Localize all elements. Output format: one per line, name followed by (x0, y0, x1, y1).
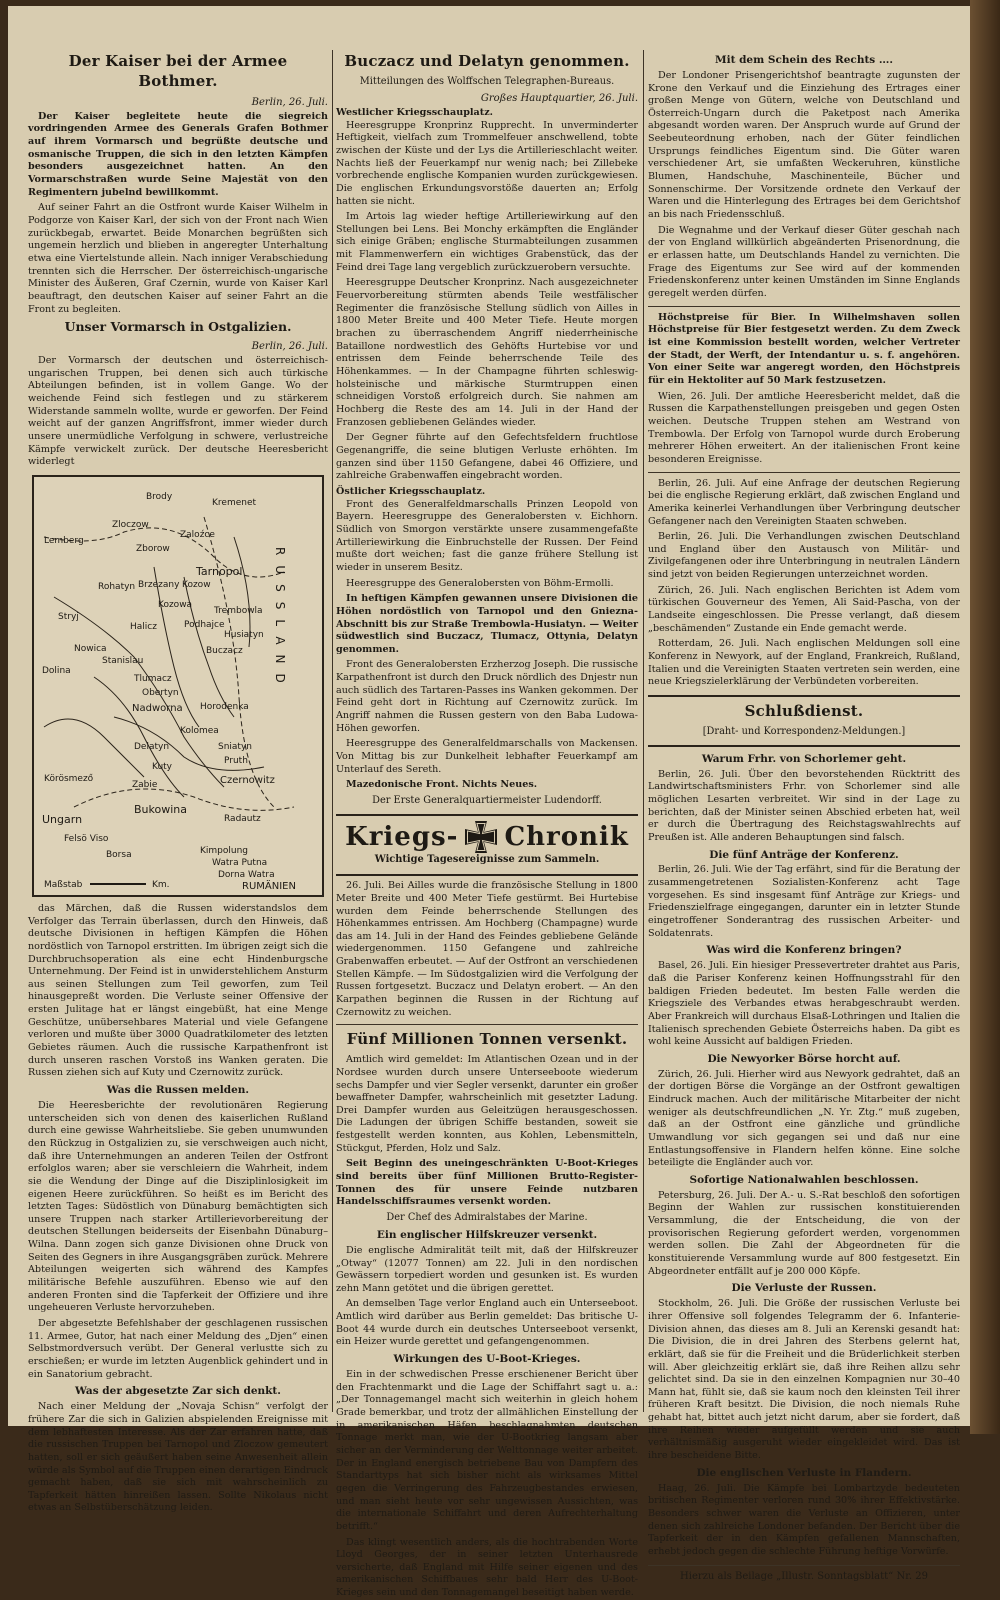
article-title: Buczacz und Delatyn genommen. (344, 52, 630, 70)
dateline: Berlin, 26. Juli. (251, 340, 328, 352)
map-label: Lemberg (44, 535, 84, 546)
article-paragraph: Berlin, 26. Juli. Auf eine Anfrage der deutschen Regierung bei die englische Regierung erklärt, daß zwischen England und Amerika keinerlei Verhandlungen über Verbringung deutscher Gefangener nach den Vereinigten Staaten schweben. (648, 477, 960, 527)
map-label: Brzezany (138, 579, 180, 590)
map-label: Felsö Viso (64, 833, 109, 844)
article-paragraph: Berlin, 26. Juli. Über den bevorstehenden Rücktritt des Landwirtschaftsministers Frhr. von Schorlemer sind alle möglichen Lesarten verbreitet. Wir sind in der Lage zu berichten, daß der Minister seinen Abschied erbeten hat, weil er durch die Übertragung des Reichstagswahlrechts auf Preußen ist. Alle anderen Behauptungen sind falsch. (648, 768, 960, 843)
article-paragraph: das Märchen, daß die Russen widerstandslos dem Verfolger das Terrain überlassen, durch den Hinweis, daß deutsche Divisionen in heftigen Kämpfen die Höhen nordöstlich von Tarnopol erstritten. Im übrigen zeigt sich die Durchbruchsoperation als eine echt Hindenburgsche Unternehmung. Der Feind ist in unwiderstehlichem Ansturm aus seinen Stellungen zum Teil geworfen, zum Teil hinausgepreßt worden. Die Verluste seiner Offensive der ersten Julitage hat er längst eingebüßt, hat eine Menge Geschütze, unübersehbares Material und viele Gefangene verloren und mußte über 3000 Quadratkilometer des letzten Gebietes räumen. Auch die russische Karpathenfront ist durch unseren raschen Vorstoß ins Wanken geraten. Die Russen ziehen sich auf Kuty und Czernowitz zurück. (28, 902, 328, 1079)
article-paragraph: Front des Generalfeldmarschalls Prinzen Leopold von Bayern. Heeresgruppe des Generalobersten v. Eichhorn. Südlich von Smorgon verstärkte unsere zusammengefaßte Artilleriewirkung die Einbruchstelle der Russen. Der Feind mußte dort weichen; fast die ganze frühere Stellung ist wieder in unserem Besitz. (336, 498, 638, 573)
column-1 (28, 50, 328, 1514)
article-paragraph: Front des Generalobersten Erzherzog Joseph. Die russische Karpathenfront ist durch den Druck nördlich des Dnjestr nun auch südlich des Tartaren-Passes ins Wanken gekommen. Der Feind geht dort in Richtung auf Czernowitz zurück. Im Angriff nahmen die Russen gestern von den Baba Ludowa-Höhen geworfen. (336, 659, 638, 734)
map-label: Trembowla (214, 605, 263, 616)
map-label: Borsa (106, 849, 132, 860)
map-label: Kimpolung (200, 845, 249, 856)
map-label: Watra Putna (212, 857, 268, 868)
article-paragraph: Der Londoner Prisengerichtshof beantragte zugunsten der Krone den Verkauf und die Einziehung des Ertrages einer großen Menge von Gütern, welche von Deutschland und Österreich-Ungarn durch die Paketpost nach Amerika abgesandt worden waren. Der Anspruch wurde auf Grund der Seebeuteordnung erhoben, nach der Güter feindlichen Ursprungs feindliches Eigentum sind. Die Güter waren verschiedener Art, sie umfaßten Weckeruhren, künstliche Blumen, Handschuhe, Maschinenteile, Bücher und Sonnenschirme. Der Vorsitzende ordnete den Verkauf der Waren und die Hinterlegung des Ertrages bei dem Gerichtshof an bis nach Friedensschluß. (648, 69, 960, 221)
article-paragraph: Höchstpreise für Bier. In Wilhelmshaven sollen Höchstpreise für Bier festgesetzt werden. Zu dem Zweck ist eine Kommission bestellt worden, welcher Vertreter der Stadt, der Werft, der Intendantur u. s. f. angehören. Von einer Seite war angeregt worden, den Höchstpreis für ein Hektoliter auf 50 Mark festzusetzen. (648, 311, 960, 386)
article-paragraph: Der Gegner führte auf den Gefechtsfeldern fruchtlose Gegenangriffe, die seine blutigen Verluste erhöhten. Im ganzen sind über 1150 Gefangene, dabei 46 Offiziere, und zahlreiche Grabenwaffen eingebracht worden. (336, 432, 638, 482)
article-paragraph: Heeresgruppe Kronprinz Rupprecht. In unverminderter Heftigkeit, vielfach zum Trommelfeuer anschwellend, tobte zwischen der Küste und der Lys die Artillerieschlacht weiter. Nachts ließ der Feuerkampf nur wenig nach; bei Zillebeke vorbrechende englische Kompanien wurden zurückgewiesen. Die englischen Erkundungsvorstöße dauerten an; Erfolg hatten sie nicht. (336, 119, 638, 207)
map-label: Stanislau (102, 655, 144, 666)
article-title: Unser Vormarsch in Ostgalizien. (64, 319, 292, 335)
chronik-title-left: Kriegs- (345, 821, 459, 852)
article-paragraph: Der abgesetzte Befehlshaber der geschlagenen russischen 11. Armee, Gutor, hat nach einer Meldung des „Djen“ einen Selbstmordversuch verübt. Der General verlustte sich zu erschießen; er wurde im letzten Augenblick gehindert und in ein Sanatorium gebracht. (28, 1318, 328, 1380)
galicia-map (32, 475, 324, 897)
article-title: Wirkungen des U-Boot-Krieges. (393, 1353, 581, 1366)
map-label: Czernowitz (220, 774, 275, 786)
article-paragraph: Im Artois lag wieder heftige Artilleriewirkung auf den Stellungen bei Lens. Bei Monchy erkämpften die Engländer sich einige Gräben; englische Sturmabteilungen zusammen mit Flammenwerfern ein wichtiges Grabenstück, das der Feind drei Tage lang vergeblich zurückzuerobern versuchte. (336, 211, 638, 273)
article-paragraph: Ein in der schwedischen Presse erschienener Bericht über den Frachtenmarkt und die Lage der Schiffahrt sagt u. a.: „Der Tonnagemangel macht sich weiterhin in gleich hohem Grade bemerkbar, und trotz der allmählichen Einstellung der in amerikanischen Häfen beschlagnahmten deutschen Tonnage merkt man, wie der U-Bootkrieg langsam aber sicher an der Verminderung der Welttonnage weiter arbeitet. Der in England energisch betriebene Bau von Dampfern des Standarttyps hat sich bisher nicht als wirksames Mittel gegen die Verringerung des Fahrzeugbestandes erwiesen, und man sieht heute vor sehr ungewissen Aussichten, was die internationale Schiffahrt und deren Aufrechterhaltung betrifft.“ (336, 1368, 638, 1532)
article-title: Was wird die Konferenz bringen? (706, 944, 902, 957)
map-label: Buczacz (206, 645, 243, 656)
map-label: Stryj (58, 611, 79, 622)
supplement-note: Hierzu als Beilage „Illustr. Sonntagsblatt“ Nr. 29 (648, 1565, 960, 1583)
article-paragraph: Haag, 26. Juli. Die Kämpfe bei Lombartzyde bedeuteten britischen Regimenter verloren rund 30% ihrer Effektivstärke. Besonders schwer waren die Verluste an Offizieren, unter denen sich zahlreiche Londoner befanden. Der Bericht über die Tapferkeit der in den Kämpfen gefallenen Mannschaften, erhebt jedoch gegen die schlechte Führung heftige Vorwürfe. (648, 1482, 960, 1557)
article-paragraph: Rotterdam, 26. Juli. Nach englischen Meldungen soll eine Konferenz in Newyork, auf der England, Frankreich, Rußland, Italien und die Vereinigten Staaten vertreten sein werden, eine neue Kriegszielerklärung der Verbündeten vorbereiten. (648, 638, 960, 688)
article-lead: Der Kaiser begleitete heute die siegreich vordringenden Armee des Generals Grafen Bothmer auf ihrem Vormarsch und begrüßte deutsche und osmanische Truppen, die sich in den letzten Kämpfen besonders ausgezeichnet hatten. An den Vormarschstraßen wurde Seine Majestät von den Regimentern jubelnd bewillkommt. (28, 110, 328, 198)
map-label: Husiatyn (224, 629, 264, 640)
article-paragraph: In heftigen Kämpfen gewannen unsere Divisionen die Höhen nordöstlich von Tarnopol und den Gniezna-Abschnitt bis zur Straße Trembowla-Husiatyn. — Weiter südwestlich sind Buczacz, Tlumacz, Ottynia, Delatyn genommen. (336, 593, 638, 655)
map-scale-label: Maßstab (44, 879, 83, 890)
book-binding-edge (970, 0, 1000, 1434)
dateline: Großes Hauptquartier, 26. Juli. (480, 92, 638, 104)
map-label: Tlumacz (134, 673, 172, 684)
article-paragraph: Petersburg, 26. Juli. Der A.- u. S.-Rat beschloß den sofortigen Beginn der Wahlen zur russischen konstituierenden Versammlung, die der Entscheidung, die von der provisorischen Regierung gefordert werden, vorgenommen werden sollen. Die Zahl der Abgeordneten für die konstituierende Versammlung wurde auf 800 festgesetzt. Ein Abgeordneter entfällt auf je 200 000 Köpfe. (648, 1189, 960, 1277)
map-label: Kozowa (158, 599, 193, 610)
map-label: Dorna Watra (218, 869, 275, 880)
article-title: Sofortige Nationalwahlen beschlossen. (689, 1173, 919, 1186)
chronik-title-right: Chronik (504, 821, 629, 852)
map-label: Nowica (74, 643, 107, 654)
article-title: Die fünf Anträge der Konferenz. (709, 848, 899, 861)
map-label: Pruth (224, 755, 248, 766)
map-label: Rohatyn (98, 581, 136, 592)
map-label: Körösmező (44, 773, 94, 784)
chronik-title (336, 820, 638, 854)
map-label: Podhajce (184, 619, 225, 630)
map-label: Zloczow (112, 519, 149, 530)
map-label: Kolomea (180, 725, 219, 736)
article-paragraph: Zürich, 26. Juli. Nach englischen Berichten ist Adem vom türkischen Gouverneur des Yemen, Ali Said-Pascha, von der Landseite eingeschlossen. Die Presse verlangt, daß diesem „beschämenden“ Zustande ein Ende gemacht werde. (648, 584, 960, 634)
article-paragraph: Heeresgruppe Deutscher Kronprinz. Nach ausgezeichneter Feuervorbereitung stürmten abends Teile westfälischer Regimenter die französische Stellung südlich von Ailles in 1800 Meter Breite und 400 Meter Tiefe. Heute morgen brachen zu überraschendem Angriff niederrheinische Bataillone nordwestlich des Gehöfts Hurtebise vor und entrissen dem Feinde beherrschende Teile des Höhenkammes. — In der Champagne führten schleswig-holsteinische und märkische Sturmtruppen einen schneidigen Vorstoß erfolgreich durch. Sie nahmen am Hochberg die Reste des am 14. Juli in der Hand der Franzosen gebliebenen Geländes wieder. (336, 277, 638, 428)
map-scale-unit: Km. (152, 879, 170, 890)
article-paragraph: Nach einer Meldung der „Novaja Schisn“ verfolgt der frühere Zar die sich in Galizien abspielenden Ereignisse mit dem lebhaftesten Interesse. Als der Zar erfahren hatte, daß die russischen Truppen bei Tarnopol und Zloczow gemeutert hatten, soll er sich geäußert haben seine Anwesenheit allein würde als Symbol auf die Truppen einen derartigen Eindruck gemacht haben, daß sie sich mit wahrscheinlich zu Tapferkeit hätten hinreißen lassen. Sollte Nikolaus nicht etwas an Selbstüberschätzung leiden. (28, 1401, 328, 1514)
article-paragraph: Seit Beginn des uneingeschränkten U-Boot-Krieges sind bereits über fünf Millionen Brutto-Register-Tonnen des für unsere Feinde nutzbaren Handelsschiffsraumes versenkt worden. (336, 1158, 638, 1208)
map-label: Zaloźce (180, 529, 215, 540)
article-subtitle: Mitteilungen des Wolffschen Telegraphen-Bureaus. (359, 75, 615, 87)
article-paragraph: Wien, 26. Juli. Der amtliche Heeresbericht meldet, daß die Russen die Karpathenstellungen preisgeben und gegen Osten weichen. Deutsche Truppen stehen am Westrand von Trembowla. Der Erfolg von Tarnopol wurde durch Eroberung mehrerer Höhen erweitert. An der italienischen Front keine besonderen Ereignisse. (648, 390, 960, 465)
map-label: Kremenet (212, 497, 257, 508)
map-label: Kozow (182, 579, 211, 590)
article-paragraph: Heeresgruppe des Generalobersten von Böhm-Ermolli. (346, 577, 614, 589)
article-paragraph: Mazedonische Front. Nichts Neues. (346, 779, 538, 791)
article-paragraph: Stockholm, 26. Juli. Die Größe der russischen Verluste bei ihrer Offensive soll folgendes Telegramm der 6. Infanterie-Division ahnen, das dieses am 8. Juli an Kerenski gesandt hat: Die Division, die in drei Jahren des Sterbens gelernt hat, erklärt, daß sie für die Freiheit und die Brüderlichkeit sterben will. Aber gleichzeitig erklärt sie, daß ihre Reihen allzu sehr gelichtet sind. Da sie in den einzelnen Kompagnien nur 30–40 Mann hat, fühlt sie, daß sie kaum noch den kleinsten Teil ihrer früheren Kraft besitzt. Die Division, die noch niemals Ruhe gehabt hat, bittet auch jetzt nicht darum, aber sie fordert, daß ihre Reihen wieder aufgefüllt werden und sie auch verhältnismäßig ausgeruht wieder eingekleidet wird. Das ist ihre bescheidene Bitte. (648, 1298, 960, 1462)
map-label: Sniatyn (218, 741, 252, 752)
article-title: Was der abgesetzte Zar sich denkt. (75, 1385, 281, 1398)
signature: Der Erste Generalquartiermeister Ludendorff. (372, 795, 602, 807)
column-3 (648, 50, 960, 1582)
chronik-subtitle: Wichtige Tagesereignisse zum Sammeln. (374, 854, 600, 866)
article-paragraph: Basel, 26. Juli. Ein hiesiger Pressevertreter drahtet aus Paris, daß die Pariser Konferenz keinen Hoffnungsstrahl für den baldigen Frieden bedeutet. Im besten Falle werden die Kriegsziele des Verbandes etwas herabgeschraubt werden. Aber Frankreich will durchaus Elsaß-Lothringen und Italien die Italienisch sprechenden Gebiete Österreichs haben. Da gibt es wohl keine Aussicht auf baldigen Frieden. (648, 960, 960, 1048)
column-rule (643, 50, 644, 1412)
article-title: Die englischen Verluste in Flandern. (696, 1466, 912, 1479)
column-2 (336, 50, 638, 1599)
article-title: Warum Frhr. von Schorlemer geht. (701, 752, 907, 765)
map-label: RUSSLAND (273, 546, 287, 693)
map-label: Halicz (130, 621, 157, 632)
map-label: Dolina (42, 665, 71, 676)
separator (648, 306, 960, 307)
map-label: Radautz (224, 813, 261, 824)
article-title: Mit dem Schein des Rechts …. (714, 54, 894, 66)
article-paragraph: Heeresgruppe des Generalfeldmarschalls von Mackensen. Von Mittag bis zur Dunkelheit lebhafter Feuerkampf am Unterlauf des Sereth. (336, 738, 638, 775)
map-label: Brody (146, 491, 173, 502)
signature: Der Chef des Admiralstabes der Marine. (386, 1212, 588, 1224)
article-paragraph: Die englische Admiralität teilt mit, daß der Hilfskreuzer „Otway“ (12077 Tonnen) am 22. Juli in den nordischen Gewässern torpediert worden und gesunken ist. Es wurden zehn Mann getötet und die übrigen gerettet. (336, 1244, 638, 1294)
schlussdienst-header (648, 695, 960, 747)
section-subtitle: [Draht- und Korrespondenz-Meldungen.] (702, 725, 906, 737)
article-title: Fünf Millionen Tonnen versenkt. (346, 1030, 628, 1049)
article-title: Ein englischer Hilfskreuzer versenkt. (376, 1229, 598, 1241)
map-label: Obertyn (142, 687, 179, 698)
map-label: Kuty (152, 761, 173, 772)
article-paragraph: 26. Juli. Bei Ailles wurde die französische Stellung in 1800 Meter Breite und 400 Meter Tiefe gestürmt. Bei Hurtebise wurden dem Feinde beherrschende Stellungen des Höhenkammes entrissen. Am Hochberg (Champagne) wurde das am 14. Juli in der Hand des Feindes gebliebene Gelände wiedergenommen. 1150 Gefangene und zahlreiche Grabenwaffen erbeutet. — Auf der Ostfront an verschiedenen Stellen Kämpfe. — Im Südostgalizien wird die Verfolgung der Russen fortgesetzt. Buczacz und Delatyn erobert. — An den Karpathen beginnen die Russen in der Richtung auf Czernowitz zu weichen. (336, 880, 638, 1018)
map-label: Horodenka (200, 701, 249, 712)
column-rule (332, 50, 333, 1412)
separator (648, 472, 960, 473)
section-heading: Östlicher Kriegsschauplatz. (336, 485, 486, 497)
iron-cross-icon (464, 820, 498, 854)
newspaper-page (8, 6, 970, 1599)
map-drawing (34, 477, 322, 895)
map-label: RUMÄNIEN (242, 880, 296, 892)
article-paragraph: Berlin, 26. Juli. Die Verhandlungen zwischen Deutschland und England über den Austausch von Militär- und Zivilgefangenen oder ihre Unterbringung in neutralen Ländern sind jetzt von beiden Regierungen unterzeichnet worden. (648, 531, 960, 581)
article-paragraph: Das klingt wesentlich anders, als die hochtrabenden Worte Lloyd Georges, der in seiner letzten Unterhausrede versicherte, daß England mit Hilfe seiner eigenen und des amerikanischen Schiffbaues sehr bald Herr des U-Boot-Krieges sein und den Tonnagemangel beseitigt haben werde. (336, 1536, 638, 1599)
article-title: Die Verluste der Russen. (731, 1282, 877, 1295)
map-label: Zabie (132, 779, 158, 790)
kriegs-chronik-box (336, 814, 638, 876)
map-label: Ungarn (42, 812, 83, 826)
article-paragraph: Die Heeresberichte der revolutionären Regierung unterscheiden sich von denen des kaiserlichen Rußland durch eine gewisse Wahrheitsliebe. Sie geben unumwunden den Rückzug in Ostgalizien zu, sie verschweigen auch nicht, daß ihre Unternehmungen an anderen Teilen der Ostfront erfolglos waren; aber sie verschleiern die Wahrheit, indem sie die Wendung der Dinge auf die Disziplinlosigkeit im eigenen Heere zurückführen. So heißt es im Bericht des letzten Tages: Südöstlich von Dünaburg bemächtigten sich unsere Truppen nach starker Artillerievorbereitung der deutschen Stellungen beiderseits der Eisenbahn Dünaburg–Wilna. Dann zogen sich ganze Divisionen ohne Druck von Seiten des Gegners in ihre Ausgangsgräben zurück. Mehrere Abteilungen weigerten sich während des Kampfes militärische Befehle auszuführen. Ebenso wie auf den anderen Fronten sind die Tapferkeit der Offiziere und ihre ungeheueren Verluste hervorzuheben. (28, 1099, 328, 1314)
article-paragraph: Berlin, 26. Juli. Wie der Tag erfährt, sind für die Beratung der zusammengetretenen Sozialisten-Konferenz acht Tage vorgesehen. Es sind insgesamt fünf Anträge zur Kriegs- und Friedenszielfrage eingegangen, darunter ein in letzter Stunde eingetroffener Sonderantrag des russischen Arbeiter- und Soldatenrats. (648, 864, 960, 939)
article-paragraph: Zürich, 26. Juli. Hierher wird aus Newyork gedrahtet, daß an der dortigen Börse die Vorgänge an der Ostfront gewaltigen Eindruck machen. Auch der militärische Mitarbeiter der nicht weniger als deutschfreundlichen „N. Yr. Ztg.“ muß zugeben, daß an der Ostfront eine gänzliche und gründliche Umwandlung vor sich gegangen sei und daß nur eine Entlastungsoffensive in Flandern helfen könne. Eine solche beteiligte die Engländer auch vor. (648, 1068, 960, 1169)
article-paragraph: An demselben Tage verlor England auch ein Unterseeboot. Amtlich wird darüber aus Berlin gemeldet: Das britische U-Boot 44 wurde durch ein deutsches Unterseeboot versenkt, ein Heizer wurde gerettet und gefangengenommen. (336, 1298, 638, 1348)
map-label: Nadworna (132, 702, 183, 714)
article-title: Die Newyorker Börse horcht auf. (707, 1052, 901, 1065)
article-paragraph: Der Vormarsch der deutschen und österreichisch-ungarischen Truppen, bei denen sich auch türkische Abteilungen befinden, ist in vollem Gange. Wo der weichende Feind sich festlegen und zu stärkerem Widerstande sammeln wollte, wurde er geworfen. Der Feind weicht auf der ganzen Angriffsfront, immer wieder durch unsere unermüdliche Verfolgung in schwere, verlustreiche Kämpfe verwickelt zurück. Der deutsche Heeresbericht widerlegt (28, 354, 328, 468)
section-title: Schlußdienst. (744, 702, 864, 721)
map-label: Delatyn (134, 741, 170, 752)
article-paragraph: Amtlich wird gemeldet: Im Atlantischen Ozean und in der Nordsee wurden durch unsere Unterseeboote wiederum sechs Dampfer und vier Segler versenkt, darunter ein großer bewaffneter Dampfer, wahrscheinlich mit gesetzter Ladung. Drei Dampfer wurden aus Geleitzügen herausgeschossen. Die Ladungen der übrigen Schiffe bestanden, soweit sie festgestellt werden konnten, aus Kohlen, Lebensmitteln, Stückgut, Pferden, Holz und Salz. (336, 1054, 638, 1154)
map-label: Bukowina (134, 802, 187, 816)
article-title: Der Kaiser bei der Armee Bothmer. (68, 52, 288, 90)
map-label: Zborow (136, 543, 170, 554)
separator (336, 1024, 638, 1025)
dateline: Berlin, 26. Juli. (251, 96, 328, 108)
section-heading: Westlicher Kriegsschauplatz. (336, 106, 493, 118)
article-paragraph: Auf seiner Fahrt an die Ostfront wurde Kaiser Wilhelm in Podgorze von Kaiser Karl, der sich von der Front nach Wien zurückbegab, erwartet. Beide Monarchen begrüßten sich ungemein herzlich und blieben in angeregter Unterhaltung etwa eine Viertelstunde allein. Nach inniger Verabschiedung trennten sich die Herrscher. Der österreichisch-ungarische Minister des Äußeren, Graf Czernin, wurde von Kaiser Karl beauftragt, den deutschen Kaiser auf seiner Fahrt an die Front zu begleiten. (28, 202, 328, 315)
map-label: Tarnopol (196, 564, 243, 578)
article-paragraph: Die Wegnahme und der Verkauf dieser Güter geschah nach der von England willkürlich abgeänderten Prisenordnung, die er erlassen hatte, um Deutschlands Handel zu vernichten. Die Frage des Eigentums zur See wird auf der kommenden Friedenskonferenz unter keinen Umständen im Sinne Englands geregelt werden dürfen. (648, 224, 960, 300)
article-title: Was die Russen melden. (106, 1084, 250, 1097)
